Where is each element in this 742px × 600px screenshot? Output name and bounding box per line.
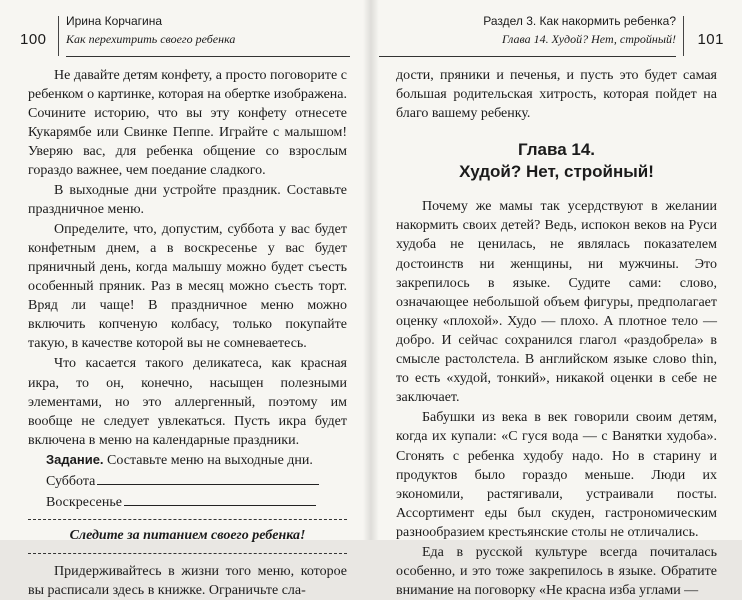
chapter-heading [396, 139, 717, 183]
right-running-header [379, 12, 724, 58]
saturday-label: Суббота [46, 473, 96, 489]
paragraph: дости, пряники и печенья, и пусть это будет самая большая родительская хитрость, которая пойдет на благо вашему ребенку. [396, 68, 717, 122]
left-body-text [28, 66, 347, 600]
box-bottom-rule [28, 553, 347, 554]
paragraph: Определите, что, допустим, суббота у вас будет конфетным днем, а в воскресенье у вас будет пряничный день, когда малышу можно будет съесть особенный пряник. Раз в месяц можно съесть торт. Вряд ли чаще! В праздничное меню можно включить копченую колбасу, только покупайте такую, в качестве которой вы не сомневаетесь. [28, 221, 347, 352]
paragraph: Бабушки из века в век говорили своим детям, когда их купали: «С гуся вода — с Ванятки худоба». Сгонять с ребенка худобу надо. Но в старину и продуктов было гораздо меньше. Люди их экономили, растягивали, устраивали посты. Ассортимент еды был скуден, гастрономическим разнообразием крестьянские столы не отличались. [396, 410, 717, 540]
paragraph: В выходные дни устройте праздник. Составьте праздничное меню. [28, 182, 347, 217]
header-rule [66, 56, 350, 57]
paragraph: Не давайте детям конфету, а просто поговорите с ребенком о картинке, которая на обертке изображена. Сочините историю, что вы эту конфету отнесете Кукарямбе или Свинке Пеппе. Играйте с малышом! Уверяю вас, для ребенка общение со взрослым гораздо важнее, чем поедание сладкого. [28, 68, 347, 179]
saturday-blank-line [97, 470, 319, 485]
task-label: Задание. [46, 451, 104, 467]
header-divider [683, 16, 684, 56]
header-section: Раздел 3. Как накормить ребенка? [483, 14, 676, 28]
sunday-blank-line [124, 491, 316, 506]
chapter-number: Глава 14. [517, 140, 596, 160]
page-number-left: 100 [20, 31, 47, 48]
header-rule [379, 56, 676, 57]
paragraph: Что касается такого деликатеса, как красная икра, то он, конечно, насыщен полезными элементами, но это аллергенный, поэтому им вообще не следует увлекаться. Пусть икра будет включена в меню на календарные праздники. [28, 356, 347, 448]
sunday-label: Воскресенье [46, 495, 122, 511]
saturday-row [28, 470, 347, 491]
paragraph: Еда в русской культуре всегда почиталась особенно, и это тоже закрепилось в языке. Обратите внимание на поговорку «Не красна изба углами — [396, 544, 717, 599]
box-top-rule [28, 519, 347, 520]
page-number-right: 101 [697, 31, 724, 48]
sunday-row [28, 491, 347, 512]
task-line [28, 450, 347, 470]
chapter-title: Худой? Нет, стройный! [459, 162, 654, 182]
left-page [0, 0, 371, 599]
right-body-text [396, 66, 717, 600]
paragraph: Придерживайтесь в жизни того меню, которое вы расписали здесь в книжке. Ограничьте сла- [28, 564, 347, 599]
left-running-header [20, 12, 350, 58]
header-author: Ирина Корчагина [66, 14, 163, 28]
tip-box-title: Следите за питанием своего ребенка! [69, 528, 306, 544]
right-page [371, 0, 742, 599]
header-chapter: Глава 14. Худой? Нет, стройный! [501, 32, 676, 46]
task-text: Составьте меню на выходные дни. [103, 452, 313, 468]
header-divider [58, 16, 59, 56]
paragraph: Почему же мамы так усердствуют в желании накормить своих детей? Ведь, испокон веков на Руси худоба не ценилась, не являлась показателем достоинств ни женщины, ни мужчины. Это закрепилось в языке. Судите сами: слово, означающее небольшой объем фигуры, предполагает оценку «плохой». Худо — плохо. А плотное тело — добро. И сейчас сохранился глагол «раздобрела» в смысле растолстела. В английском языке слово thin, то есть «худой, тонкий», никакой оценки в себе не заключает. [396, 199, 717, 406]
header-book-title: Как перехитрить своего ребенка [66, 32, 236, 46]
